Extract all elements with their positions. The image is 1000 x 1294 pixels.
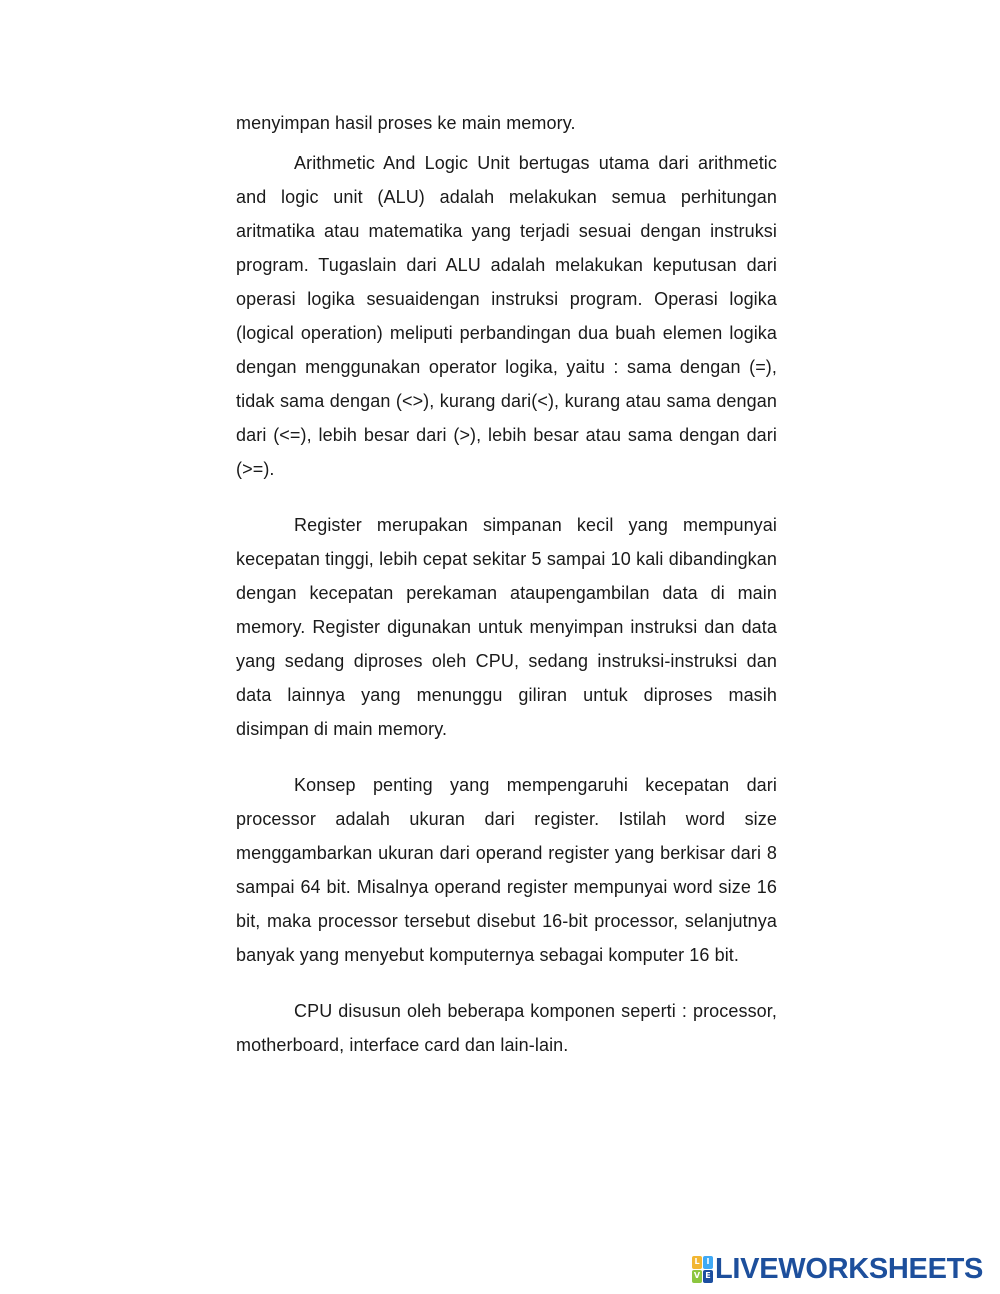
paragraph-cpu-components: CPU disusun oleh beberapa komponen seperti : processor, motherboard, interface card dan lain-lain.	[236, 1001, 777, 1055]
liveworksheets-logo-icon	[692, 1256, 712, 1282]
logo-letter-e: E	[703, 1270, 713, 1283]
document-body	[236, 106, 777, 1062]
paragraph-alu: Arithmetic And Logic Unit bertugas utama dari arithmetic and logic unit (ALU) adalah melakukan semua perhitungan aritmatika atau matematika yang terjadi sesuai dengan instruksi program. Tugaslain dari ALU adalah melakukan keputusan dari operasi logika sesuaidengan instruksi program. Operasi logika (logical operation) meliputi perbandingan dua buah elemen logika dengan menggunakan operator logika, yaitu : sama dengan (=), tidak sama dengan (<>), kurang dari(<), kurang atau sama dengan dari (<=), lebih besar dari (>), lebih besar atau sama dengan dari (>=).	[236, 153, 777, 479]
brand-wordmark: LIVEWORKSHEETS	[715, 1253, 984, 1285]
logo-letter-l: L	[692, 1256, 702, 1269]
paragraph-register: Register merupakan simpanan kecil yang mempunyai kecepatan tinggi, lebih cepat sekitar 5 sampai 10 kali dibandingkan dengan kecepatan perekaman ataupengambilan data di main memory. Register digunakan untuk menyimpan instruksi dan data yang sedang diproses oleh CPU, sedang instruksi-instruksi dan data lainnya yang menunggu giliran untuk diproses masih disimpan di main memory.	[236, 515, 777, 739]
paragraph-word-size: Konsep penting yang mempengaruhi kecepatan dari processor adalah ukuran dari register. Istilah word size menggambarkan ukuran dari operand register yang berkisar dari 8 sampai 64 bit. Misalnya operand register mempunyai word size 16 bit, maka processor tersebut disebut 16-bit processor, selanjutnya banyak yang menyebut komputernya sebagai komputer 16 bit.	[236, 775, 777, 965]
liveworksheets-brand	[692, 1252, 983, 1286]
paragraph-continuation: menyimpan hasil proses ke main memory.	[236, 113, 576, 133]
logo-letter-i: I	[703, 1256, 713, 1269]
logo-letter-v: V	[692, 1270, 702, 1283]
